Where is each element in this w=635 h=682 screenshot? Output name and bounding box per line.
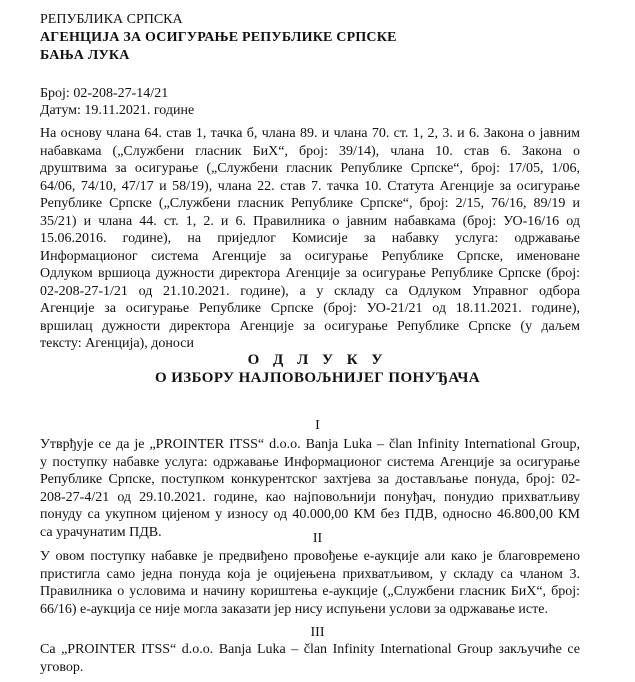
preamble-line: друштвима за осигурање („Службени гласник Републике Српске“, број: 17/05, 1/06, (40, 161, 580, 176)
preamble-line: На основу члана 64. став 1, тачка б, члана 89. и члана 70. ст. 1, 2, 3. и 6. Закона о јавним (40, 126, 580, 141)
section-line: Републике Српске, поступком конкурентског захтјева за достављање понуда, број: 02- (40, 472, 580, 487)
preamble-line: Републике Српске („Службени гласник Републике Српске“, број: 2/15, 76/16, 89/19 и (40, 196, 580, 211)
section-line: понуду са укупном цијеном у износу од 40.000,00 КМ без ПДВ, односно 46.800,00 КМ (40, 507, 580, 522)
section-line: 66/16) е-аукција се није могла заказати јер нису испуњени услови за одржавање исте. (40, 601, 548, 617)
preamble-line: набавкама („Службени гласник БиХ“, број: 39/14), члана 10. став 6. Закона о (40, 143, 580, 159)
section-body (40, 436, 580, 541)
section-line: Са „PROINTER ITSS“ d.o.o. Banja Luka – član Infinity International Group закључиће се (40, 642, 580, 657)
section-body (40, 641, 580, 676)
preamble-line: вршилац дужности директора Агенције за осигурање Републике Српске (у даљем (40, 318, 580, 334)
preamble-paragraph (40, 125, 580, 353)
preamble-line: 35/21) и члана 44. ст. 1, 2. и 6. Правилника о јавним набавкама (број: УО-16/16 од (40, 213, 580, 229)
document-date: Датум: 19.11.2021. године (40, 103, 195, 118)
section-line: уговор. (40, 659, 84, 675)
letterhead-city: БАЊА ЛУКА (40, 48, 130, 63)
document-meta (40, 85, 194, 119)
decision-title: О Д Л У К У (247, 352, 388, 368)
section-line: са урачунатим ПДВ. (40, 524, 162, 540)
letterhead (40, 11, 397, 65)
preamble-line: 64/06, 74/10, 47/17 и 58/19), члана 22. став 7. тачка 10. Статута Агенције за осигурање (40, 178, 580, 194)
letterhead-agency: АГЕНЦИЈА ЗА ОСИГУРАЊЕ РЕПУБЛИКЕ СРПСКЕ (40, 30, 397, 45)
section-numeral: II (312, 531, 323, 546)
section-numeral: I (315, 418, 320, 433)
decision-subtitle: О ИЗБОРУ НАЈПОВОЉНИЈЕГ ПОНУЂАЧА (154, 370, 481, 386)
section-numeral: III (310, 625, 325, 640)
section-line: У овом поступку набавке је предвиђено провођење е-аукције али како је благовремено (40, 549, 580, 564)
section-line: 208-27-4/21 од 29.10.2021. године, као најповољнији понуђач, понудио прихватљиву (40, 489, 580, 505)
section-line: у поступку набавке услуга: одржавање Информационог система Агенције за осигурање (40, 454, 580, 470)
section-line: Правилника о условима и начину кориштења е-аукције („Службени гласник БиХ“, број: (40, 584, 580, 599)
preamble-line: Агенције за осигурање Републике Српске (број: УО-21/21 од 18.11.2021. године), (40, 301, 580, 316)
preamble-line: тексту: Агенција), доноси (40, 336, 194, 351)
preamble-line: 15.06.2016. године), на приједлог Комисије за набавку услуга: одржавање (40, 231, 580, 246)
letterhead-republic: РЕПУБЛИКА СРПСКА (40, 12, 183, 27)
preamble-line: Одлуком вршиоца дужности директора Агенције за осигурање Републике Српске (број: (40, 266, 580, 281)
preamble-line: 02-208-27-1/21 од 21.10.2021. године), а у складу са Одлуком Управног одбора (40, 283, 580, 299)
section-line: Утврђује се да је „PROINTER ITSS“ d.o.o. Banja Luka – član Infinity International Group, (40, 437, 580, 452)
section-line: пристигла само једна понуда која је оцијењена прихватљивом, у складу са чланом 3. (40, 566, 580, 582)
section-body (40, 548, 580, 618)
preamble-line: Информационог система Агенције за осигурање Републике Српске, именоване (40, 248, 580, 264)
document-number: Број: 02-208-27-14/21 (40, 86, 169, 101)
